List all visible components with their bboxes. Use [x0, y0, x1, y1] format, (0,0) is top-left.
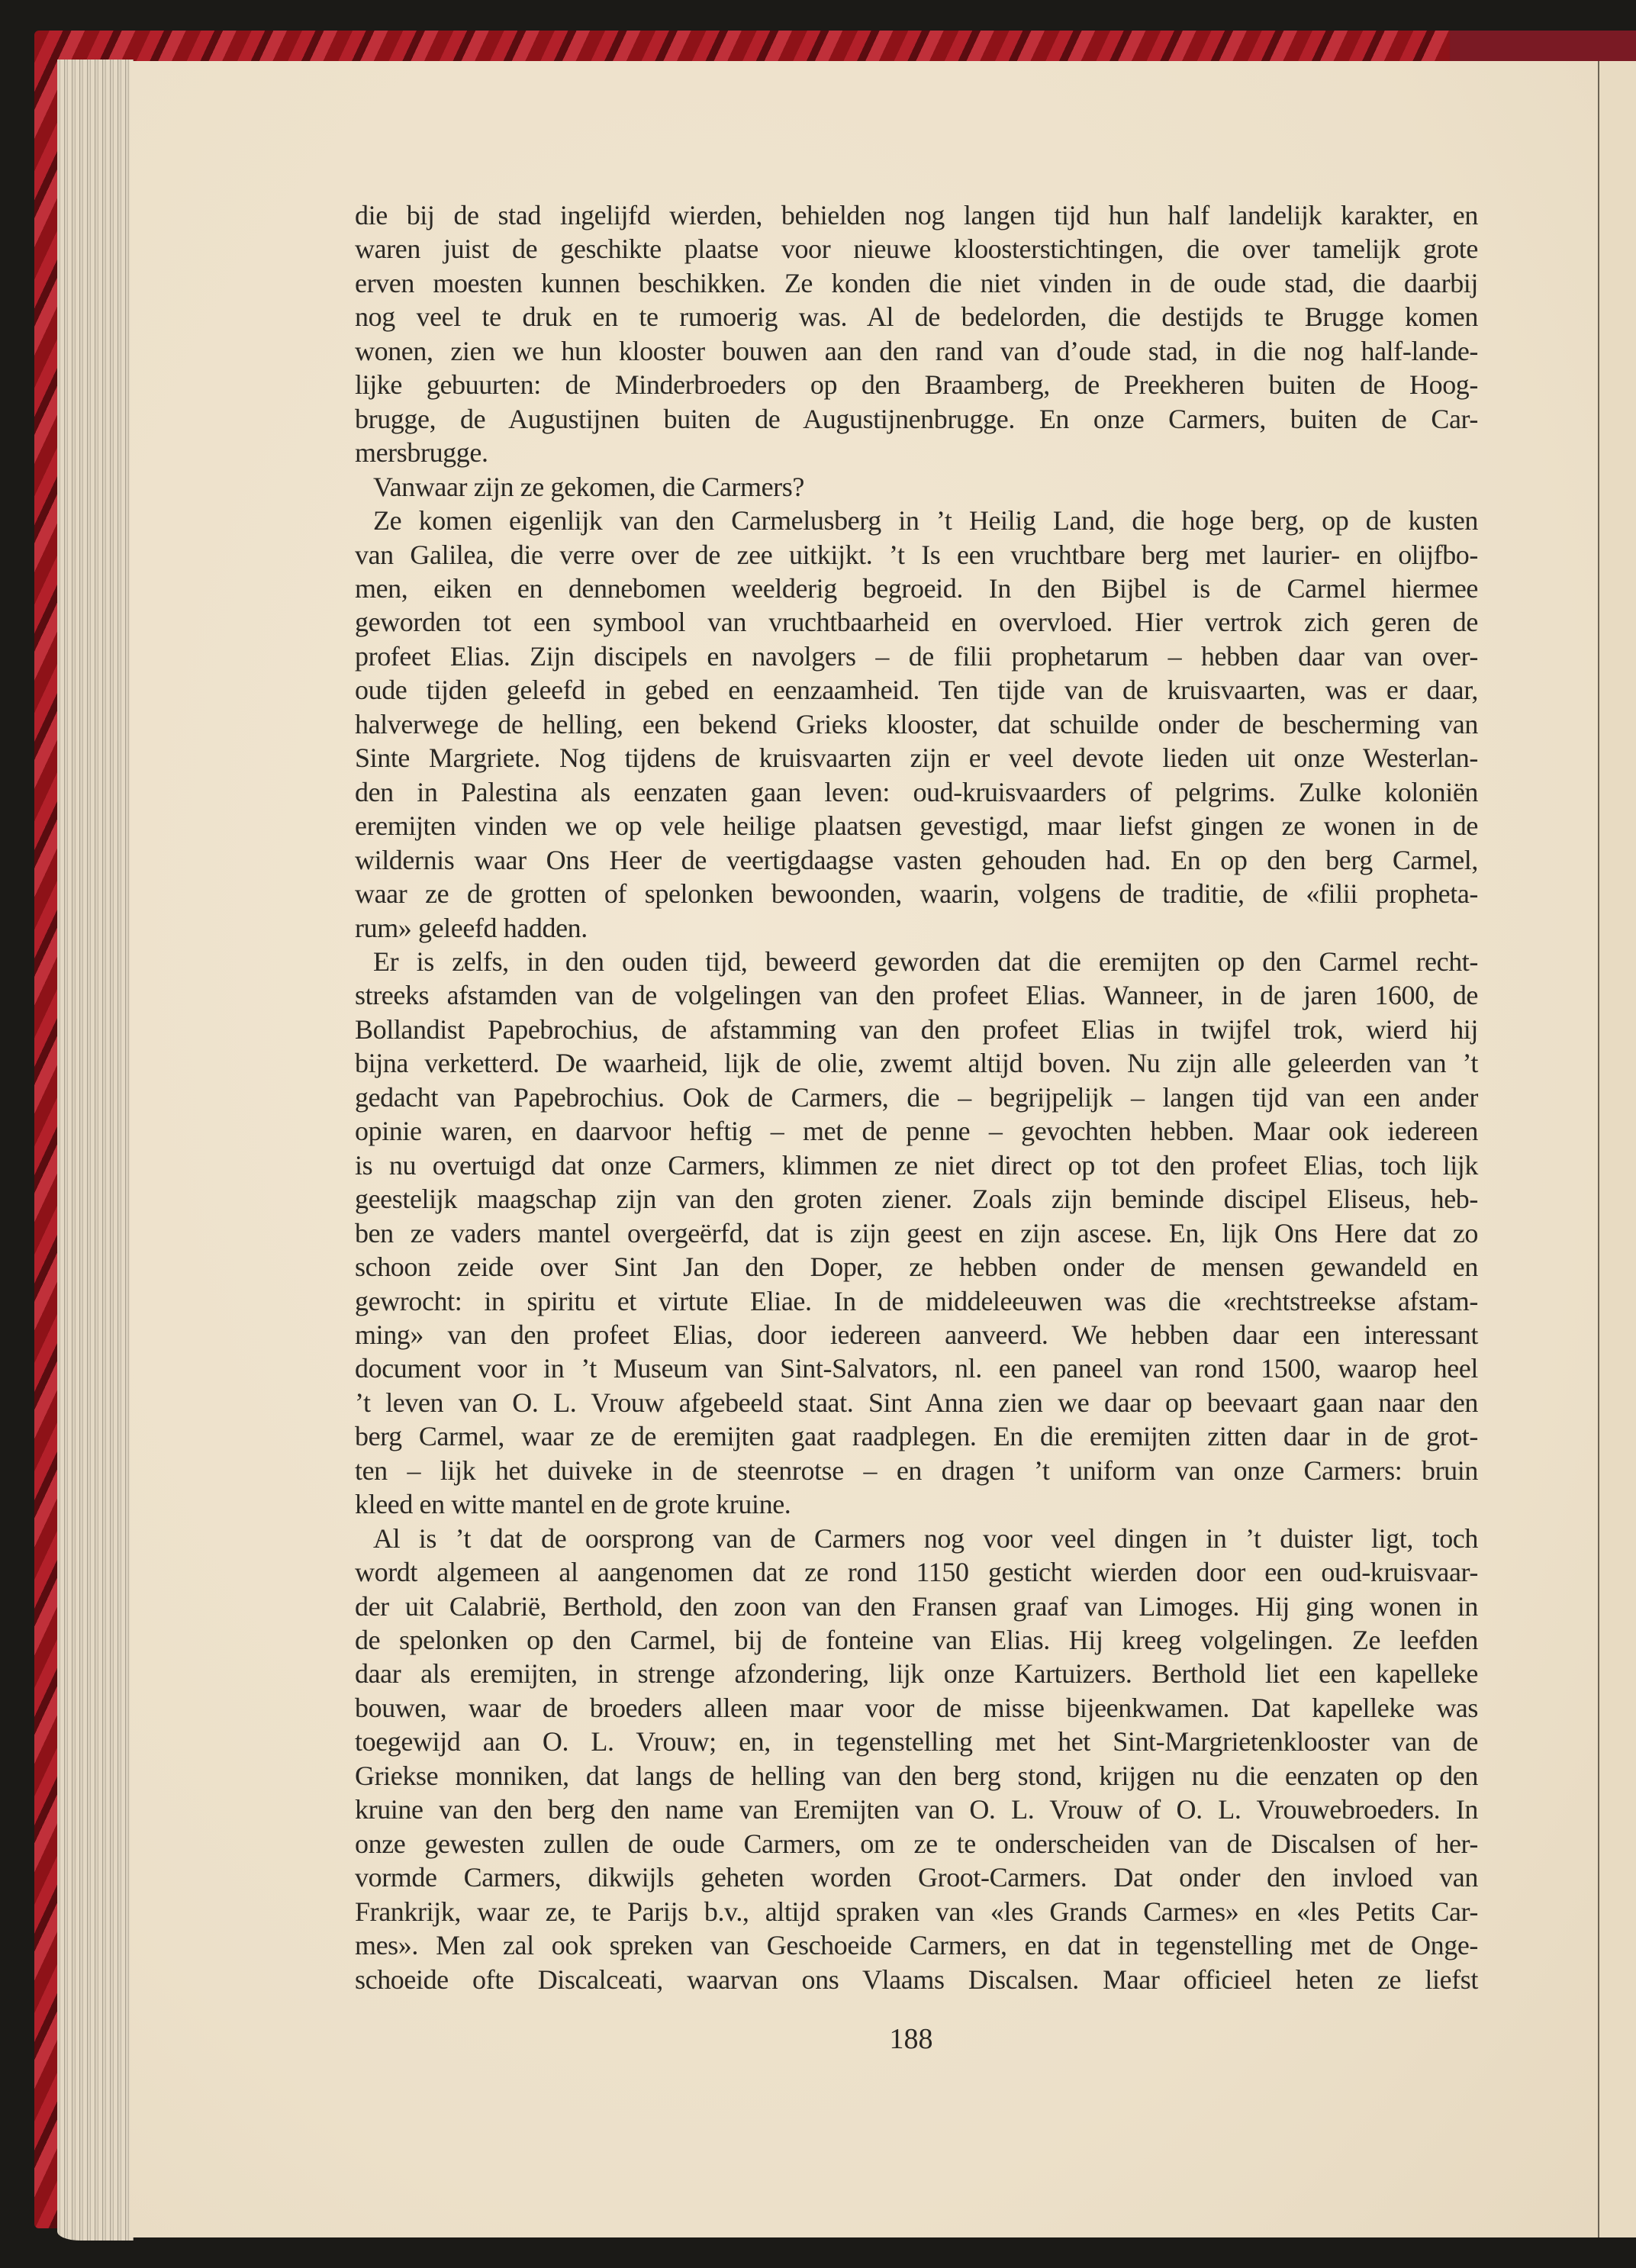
facing-page-edge: [1598, 61, 1636, 2237]
text-line: Sinte Margriete. Nog tijdens de kruisvaarten zijn er veel devote lieden uit onze Westerlan-: [355, 743, 1478, 774]
text-line: wonen, zien we hun klooster bouwen aan den rand van d’oude stad, in die nog half-lande-: [355, 335, 1478, 366]
text-line: schoeide ofte Discalceati, waarvan ons Vlaams Discalsen. Maar officieel heten ze liefst: [355, 1964, 1478, 1995]
text-line: ten – lijk het duiveke in de steenrotse – en dragen ’t uniform van onze Carmers: bruin: [355, 1455, 1478, 1486]
text-line: geestelijk maagschap zijn van den groten ziener. Zoals zijn beminde discipel Eliseus, heb-: [355, 1184, 1478, 1215]
text-line: men, eiken en dennebomen weelderig begroeid. In den Bijbel is de Carmel hiermee: [355, 572, 1478, 604]
text-line: die bij de stad ingelijfd wierden, behielden nog langen tijd hun half landelijk karakter, en: [355, 200, 1478, 230]
paragraph: [355, 470, 1478, 504]
body-text: [355, 198, 1478, 1996]
text-line: bouwen, waar de broeders alleen maar voor de misse bijeenkwamen. Dat kapelleke was: [355, 1692, 1478, 1723]
text-line: bijna verketterd. De waarheid, lijk de olie, zwemt altijd boven. Nu zijn alle geleerden van ’t: [355, 1048, 1478, 1079]
text-line: oude tijden geleefd in gebed en eenzaamheid. Ten tijde van de kruisvaarten, was er daar,: [355, 675, 1478, 706]
text-line: waar ze de grotten of spelonken bewoonden, waarin, volgens de traditie, de «filii propheta-: [355, 878, 1478, 910]
text-line: brugge, de Augustijnen buiten de Augustijnenbrugge. En onze Carmers, buiten de Car-: [355, 403, 1478, 434]
text-line: halverwege de helling, een bekend Grieks klooster, dat schuilde onder de bescherming van: [355, 708, 1478, 739]
paragraph: [355, 1522, 1478, 1996]
text-line: Er is zelfs, in den ouden tijd, beweerd geworden dat die eremijten op den Carmel recht-: [373, 946, 1478, 977]
text-line: rum» geleefd hadden.: [355, 912, 588, 943]
text-line: der uit Calabrië, Berthold, den zoon van den Fransen graaf van Limoges. Hij ging wonen in: [355, 1590, 1478, 1622]
text-line: kleed en witte mantel en de grote kruine.: [355, 1489, 791, 1520]
text-line: schoon zeide over Sint Jan den Doper, ze hebben onder de mensen gewandeld en: [355, 1252, 1478, 1283]
text-line: Frankrijk, waar ze, te Parijs b.v., altijd spraken van «les Grands Carmes» en «les Petits Car-: [355, 1896, 1478, 1927]
text-line: Vanwaar zijn ze gekomen, die Carmers?: [373, 471, 804, 502]
text-line: van Galilea, die verre over de zee uitkijkt. ’t Is een vruchtbare berg met laurier- en olijfbo-: [355, 539, 1478, 570]
text-line: Griekse monniken, dat langs de helling van den berg stond, krijgen nu die eenzaten op den: [355, 1760, 1478, 1791]
text-line: mes». Men zal ook spreken van Geschoeide Carmers, en dat in tegenstelling met de Onge-: [355, 1930, 1478, 1961]
text-line: kruine van den berg den name van Eremijten van O. L. Vrouw of O. L. Vrouwebroeders. In: [355, 1794, 1478, 1825]
text-line: waren juist de geschikte plaatse voor nieuwe kloosterstichtingen, die over tamelijk grote: [355, 234, 1478, 265]
paragraph: [355, 198, 1478, 470]
text-line: geworden tot een symbool van vruchtbaarheid en overvloed. Hier vertrok zich geren de: [355, 607, 1478, 638]
text-line: erven moesten kunnen beschikken. Ze konden die niet vinden in de oude stad, die daarbij: [355, 267, 1478, 298]
text-line: toegewijd aan O. L. Vrouw; en, in tegenstelling met het Sint-Margrietenklooster van de: [355, 1726, 1478, 1757]
text-line: opinie waren, en daarvoor heftig – met de penne – gevochten hebben. Maar ook iedereen: [355, 1116, 1478, 1147]
text-line: ’t leven van O. L. Vrouw afgebeeld staat. Sint Anna zien we daar op beevaart gaan naar den: [355, 1387, 1478, 1418]
paragraph: [355, 945, 1478, 1522]
text-line: Al is ’t dat de oorsprong van de Carmers nog voor veel dingen in ’t duister ligt, toch: [373, 1522, 1478, 1554]
text-line: nog veel te druk en te rumoerig was. Al de bedelorden, die destijds te Brugge komen: [355, 301, 1478, 333]
book-cover-edge: [1450, 31, 1636, 63]
text-line: onze gewesten zullen de oude Carmers, om ze te onderscheiden van de Discalsen of her-: [355, 1828, 1478, 1859]
text-line: daar als eremijten, in strenge afzondering, lijk onze Kartuizers. Berthold liet een kapelleke: [355, 1658, 1478, 1690]
text-line: streeks afstamden van de volgelingen van den profeet Elias. Wanneer, in de jaren 1600, de: [355, 980, 1478, 1011]
text-line: de spelonken op den Carmel, bij de fonteine van Elias. Hij kreeg volgelingen. Ze leefden: [355, 1625, 1478, 1656]
text-line: profeet Elias. Zijn discipels en navolgers – de filii prophetarum – hebben daar van over-: [355, 640, 1478, 672]
text-line: is nu overtuigd dat onze Carmers, klimmen ze niet direct op tot den profeet Elias, toch lijk: [355, 1149, 1478, 1181]
text-line: wordt algemeen al aangenomen dat ze rond 1150 gesticht wierden door een oud-kruisvaar-: [355, 1557, 1478, 1588]
text-line: berg Carmel, waar ze de eremijten gaat raadplegen. En die eremijten zitten daar in de grot-: [355, 1421, 1478, 1452]
text-line: document voor in ’t Museum van Sint-Salvators, nl. een paneel van rond 1500, waarop heel: [355, 1353, 1478, 1384]
text-line: wildernis waar Ons Heer de veertigdaagse vasten gehouden had. En op den berg Carmel,: [355, 844, 1478, 875]
page-number: 188: [889, 2023, 933, 2055]
paragraph: [355, 504, 1478, 945]
text-line: den in Palestina als eenzaten gaan leven: oud-kruisvaarders of pelgrims. Zulke koloniën: [355, 776, 1478, 807]
text-line: Bollandist Papebrochius, de afstamming van den profeet Elias in twijfel trok, wierd hij: [355, 1013, 1478, 1045]
text-line: gewrocht: in spiritu et virtute Eliae. In de middeleeuwen was die «rechtstreekse afstam-: [355, 1285, 1478, 1316]
text-line: ming» van den profeet Elias, door iedereen aanveerd. We hebben daar een interessant: [355, 1319, 1478, 1350]
text-line: mersbrugge.: [355, 437, 488, 469]
text-line: vormde Carmers, dikwijls geheten worden Groot-Carmers. Dat onder den invloed van: [355, 1862, 1478, 1893]
page-stack-edges: [57, 60, 134, 2241]
text-line: eremijten vinden we op vele heilige plaatsen gevestigd, maar liefst gingen ze wonen in de: [355, 810, 1478, 842]
text-line: gedacht van Papebrochius. Ook de Carmers, die – begrijpelijk – langen tijd van een ander: [355, 1081, 1478, 1113]
text-line: lijke gebuurten: de Minderbroeders op den Braamberg, de Preekheren buiten de Hoog-: [355, 369, 1478, 401]
text-line: Ze komen eigenlijk van den Carmelusberg in ’t Heilig Land, die hoge berg, op de kusten: [373, 505, 1478, 536]
text-line: ben ze vaders mantel overgeërfd, dat is zijn geest en zijn ascese. En, lijk Ons Here dat zo: [355, 1217, 1478, 1248]
